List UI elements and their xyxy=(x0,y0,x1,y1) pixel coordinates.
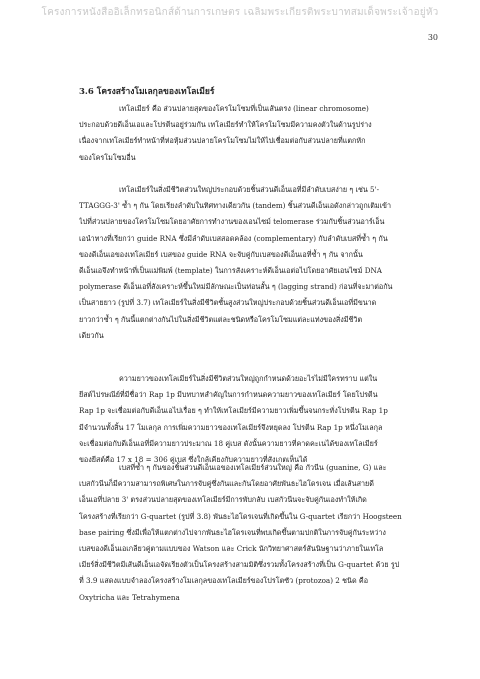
paragraph-line: ดีเอ็นเอจึงทำหน้าที่เป็นแม่พิมพ์ (template) ในการสังเคราะห์ดีเอ็นเอต่อไปโดยอาศัยเอนไซม์ DNA xyxy=(79,265,382,275)
paragraph-line: มีจำนวนทั้งสิ้น 17 โมเลกุล การเพิ่มความยาวของเทโลเมียร์จึงหยุดลง โปรตีน Rap 1p หนึ่งโมเลกุล xyxy=(79,422,383,432)
page-number: 30 xyxy=(427,33,438,42)
paragraph-line: เทโลเมียร์ คือ ส่วนปลายสุดของโครโมโซมที่เป็นเส้นตรง (linear chromosome) xyxy=(119,104,369,113)
paragraph-line: เบสที่ซ้ำ ๆ กันของชิ้นส่วนดีเอ็นเอของเทโลเมียร์ส่วนใหญ่ คือ กัวนีน (guanine, G) และ xyxy=(119,463,387,472)
paragraph-line: ของดีเอ็นเอของเทโลเมียร์ เบสของ guide RNA จะจับคู่กับเบสของดีเอ็นเอที่ซ้ำ ๆ กัน จากนั้น xyxy=(79,249,363,259)
paragraph-line: ยีสต์ไปรษณีย์ที่มีชื่อว่า Rap 1p มีบทบาทสำคัญในการกำหนดความยาวของเทโลเมียร์ โดยโปรตีน xyxy=(79,390,378,400)
paragraph-line: เอนำทางที่เรียกว่า guide RNA ซึ่งมีลำดับเบสสอดคล้อง (complementary) กับลำดับเบสที่ซ้ำ ๆ กัน xyxy=(79,233,388,243)
paragraph-4 xyxy=(79,460,431,606)
paragraph-line: TTAGGG-3' ซ้ำ ๆ กัน โดยเรียงลำดับในทิศทางเดียวกัน (tandem) ชิ้นส่วนดีเอ็นเอดังกล่าวถูกเติมเข้า xyxy=(79,201,392,211)
paragraph-1 xyxy=(79,101,431,166)
paragraph-line: ยาวกว่าซ้ำ ๆ กันนี้แตกต่างกันไปในสิ่งมีชีวิตแต่ละชนิดหรือโครโมโซมแต่ละแท่งของสิ่งมีชีวิต xyxy=(79,314,363,324)
paragraph-3 xyxy=(79,371,431,468)
section-heading: 3.6 โครงสร้างโมเลกุลของเทโลเมียร์ xyxy=(79,87,215,97)
paragraph-line: เบสของดีเอ็นเอเกลียวคู่ตามแบบของ Watson และ Crick นักวิทยาศาสตร์สันนิษฐานว่าภายในเทโล xyxy=(79,543,384,553)
paragraph-line: เมียร์สิ่งมีชีวิตมีเส้นดีเอ็นเอจัดเรียงตัวเป็นโครงสร้างสามมิติซึ่งรวมทั้งโครงสร้างที่เป็น G-quartet ด้วย รูป xyxy=(79,560,400,570)
paragraph-line: เบสกัวนีนก็มีความสามารถพิเศษในการจับคู่ซึ่งกันและกันโดยอาศัยพันธะไฮโดรเจน เมื่อเส้นสายดี xyxy=(79,479,374,489)
paragraph-line: โครงสร้างที่เรียกว่า G-quartet (รูปที่ 3.8) พันธะไฮโดรเจนที่เกิดขึ้นใน G-quartet เรียกว่า Hoogsteen xyxy=(79,511,402,521)
paragraph-line: เนื่องจากเทโลเมียร์ทำหน้าที่ห่อหุ้มส่วนปลายโครโมโซมไม่ให้ไปเชื่อมต่อกับส่วนปลายที่แตกหัก xyxy=(79,136,366,146)
paragraph-line: เป็นสายยาว (รูปที่ 3.7) เทโลเมียร์ในสิ่งมีชีวิตชั้นสูงส่วนใหญ่ประกอบด้วยชิ้นส่วนดีเอ็นเอที่มีขนาด xyxy=(79,298,377,308)
paragraph-line: ไปที่ส่วนปลายของโครโมโซมโดยอาศัยการทำงานของเอนไซม์ telomerase ร่วมกับชิ้นส่วนอาร์เอ็น xyxy=(79,217,385,227)
paragraph-line: polymerase ดีเอ็นเอที่สังเคราะห์ขึ้นใหม่มีลักษณะเป็นท่อนสั้น ๆ (lagging strand) ก่อนที่จะมาต่อกัน xyxy=(79,282,393,292)
paragraph-line: Oxytricha และ Tetrahymena xyxy=(79,592,180,602)
page-header: โครงการหนังสืออิเล็กทรอนิกส์ด้านการเกษตร เฉลิมพระเกียรติพระบาทสมเด็จพระเจ้าอยู่หัว xyxy=(41,7,439,18)
paragraph-line: ประกอบด้วยดีเอ็นเอและโปรตีนอยู่ร่วมกัน เทโลเมียร์ทำให้โครโมโซมมีความคงตัวในด้านรูปร่าง xyxy=(79,120,372,130)
paragraph-line: เอ็นเอที่ปลาย 3' ตรงส่วนปลายสุดของเทโลเมียร์มีการพับกลับ เบสกัวนีนจะจับคู่กันเองทำให้เกิด xyxy=(79,495,367,505)
paragraph-line: ของโครโมโซมอื่น xyxy=(79,152,136,162)
paragraph-line: base pairing ซึ่งมีเพื่อให้แตกต่างไปจากพันธะไฮโดรเจนที่พบเกิดขึ้นตามปกติในการจับคู่กันระหว่าง xyxy=(79,527,386,537)
paragraph-line: Rap 1p จะเชื่อมต่อกับดีเอ็นเอไปเรื่อย ๆ ทำให้เทโลเมียร์มีความยาวเพิ่มขึ้นจนกระทั่งโปรตีน Rap 1p xyxy=(79,406,388,416)
paragraph-2 xyxy=(79,182,431,344)
paragraph-line: เดียวกัน xyxy=(79,330,104,340)
paragraph-line: ความยาวของเทโลเมียร์ในสิ่งมีชีวิตส่วนใหญ่ถูกกำหนดด้วยอะไรไม่มีใครทราบ แต่ใน xyxy=(119,374,378,383)
paragraph-line: จะเชื่อมต่อกับดีเอ็นเอที่มีความยาวประมาณ 18 คู่เบส ดังนั้นความยาวที่คาดคะเนได้ของเทโลเมียร์ xyxy=(79,438,378,448)
paragraph-line: ของยีสต์คือ 17 x 18 = 306 คู่เบส ซึ่งใกล้เคียงกับความยาวที่สังเกตเห็นได้ xyxy=(79,454,308,464)
paragraph-line: ที่ 3.9 แสดงแบบจำลองโครงสร้างโมเลกุลของเทโลเมียร์ของโปรโตซัว (protozoa) 2 ชนิด คือ xyxy=(79,576,369,586)
paragraph-line: เทโลเมียร์ในสิ่งมีชีวิตส่วนใหญ่ประกอบด้วยชิ้นส่วนดีเอ็นเอที่มีลำดับเบสง่าย ๆ เช่น 5'- xyxy=(119,185,380,194)
